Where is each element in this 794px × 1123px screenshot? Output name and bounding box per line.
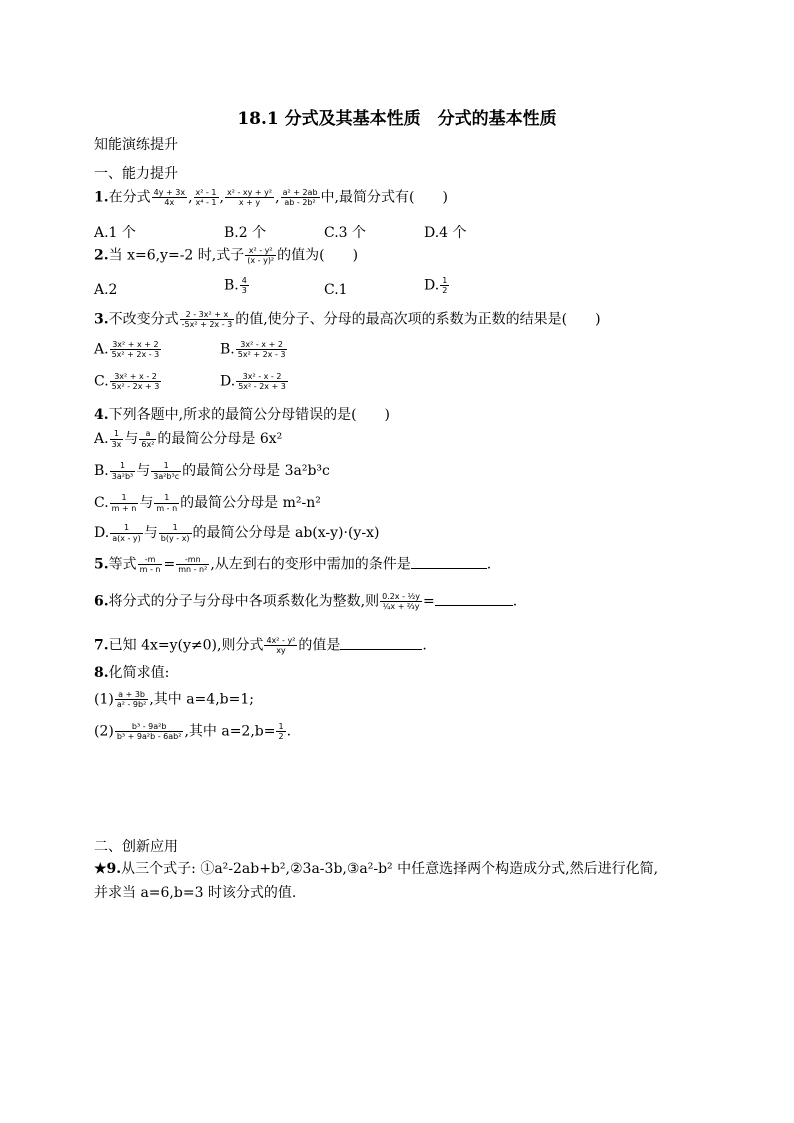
numerator: x² - 1 — [195, 188, 217, 197]
part-text: ,其中 a=2,b= — [184, 723, 276, 740]
denominator: x + y — [238, 198, 261, 208]
question-2 — [94, 246, 358, 265]
denominator: m - n — [156, 503, 178, 513]
denominator: ¼x + ⅔y — [382, 602, 420, 612]
numerator: 4y + 3x — [153, 188, 186, 197]
question-text: 已知 4x=y(y≠0),则分式 — [108, 637, 264, 654]
option-label: D. — [424, 277, 440, 294]
fraction — [152, 188, 187, 207]
answer-blank[interactable] — [435, 593, 513, 606]
question-number: 8. — [94, 665, 109, 681]
numerator: 1 — [154, 493, 179, 503]
fraction — [154, 493, 179, 512]
denominator: b³ + 9a²b - 6ab² — [116, 732, 182, 742]
part-label: (1) — [94, 691, 114, 708]
question-text: 的值为( ) — [277, 247, 359, 264]
denominator: -5x² + 2x - 3 — [181, 320, 233, 330]
denominator: m - n — [139, 565, 161, 575]
fraction — [159, 523, 192, 542]
denominator: x⁴ - 1 — [195, 198, 217, 208]
option-c: C.3 个 — [324, 225, 367, 241]
question-number: 7. — [94, 637, 109, 654]
fraction — [236, 340, 288, 359]
option-c — [94, 372, 162, 391]
question-text: 当 x=6,y=-2 时,式子 — [108, 247, 245, 264]
numerator: 2 - 3x² + x — [180, 310, 235, 320]
numerator: 3x² + x + 2 — [110, 340, 162, 350]
denominator: 4x — [164, 198, 175, 208]
numerator: 4x² - y² — [266, 636, 296, 645]
numerator: 1 — [442, 276, 448, 285]
conjunction: 与 — [139, 495, 154, 511]
option-label: A. — [94, 431, 109, 447]
fraction — [194, 188, 219, 207]
option-d: D.4 个 — [424, 225, 467, 241]
numerator: 4 — [241, 276, 247, 285]
question-number: 2. — [94, 247, 109, 264]
question-9 — [94, 862, 658, 876]
question-text: 的值是 — [298, 637, 341, 654]
numerator: x² - xy + y² — [226, 188, 273, 197]
question-number: 1. — [94, 189, 109, 206]
part-text: ,其中 a=4,b=1; — [149, 691, 254, 708]
part-label: (2) — [94, 723, 114, 740]
option-d — [94, 522, 379, 543]
option-label: B. — [220, 341, 235, 358]
denominator: a(x - y) — [112, 533, 141, 543]
question-end: . — [512, 593, 518, 610]
fraction — [110, 340, 162, 359]
fraction — [151, 461, 181, 480]
option-label: B. — [224, 277, 239, 294]
question-text: 等式 — [108, 556, 137, 573]
equals-sign: = — [423, 593, 435, 610]
numerator: 3x² - x - 2 — [236, 372, 288, 382]
fraction — [276, 722, 285, 741]
option-label: C. — [94, 373, 109, 390]
numerator: a² + 2ab — [282, 188, 318, 197]
question-number: 3. — [94, 311, 109, 328]
option-text: 的最简公分母是 6x² — [157, 431, 283, 447]
option-a: A.1 个 — [94, 225, 136, 241]
question-text: 的值,使分子、分母的最高次项的系数为正数的结果是( ) — [235, 311, 601, 328]
numerator: a — [139, 429, 156, 439]
denominator: 3a²b³ — [111, 471, 134, 481]
option-c — [94, 492, 321, 513]
option-d — [220, 372, 289, 391]
fraction — [110, 493, 139, 512]
denominator: 5x² + 2x - 3 — [111, 350, 160, 360]
denominator: b(y - x) — [160, 533, 190, 543]
fraction — [110, 429, 124, 448]
denominator: 2 — [278, 732, 284, 742]
option-a — [94, 428, 282, 449]
denominator: m + n — [111, 503, 137, 513]
equals-sign: = — [163, 556, 176, 573]
question-text: 在分式 — [108, 189, 151, 206]
question-number: 4. — [94, 407, 109, 423]
denominator: mn - n² — [178, 565, 208, 575]
denominator: 3a²b³c — [153, 471, 180, 481]
fraction — [225, 188, 274, 207]
denominator: 5x² - 2x + 3 — [111, 382, 160, 392]
denominator: (x - y)² — [247, 256, 275, 266]
fraction — [115, 690, 148, 709]
question-text: 下列各题中,所求的最简公分母错误的是( ) — [108, 407, 390, 423]
fraction — [110, 461, 135, 480]
question-text: 从三个式子: ①a²-2ab+b²,②3a-3b,③a²-b² 中任意选择两个构造成分式,然后进行化简, — [121, 861, 659, 877]
numerator: a + 3b — [115, 690, 148, 700]
denominator: 2 — [442, 286, 448, 296]
fraction — [115, 722, 184, 741]
denominator: 5x² + 2x - 3 — [237, 350, 286, 360]
question-number: 6. — [94, 593, 109, 610]
question-end: . — [422, 637, 427, 654]
option-label: D. — [220, 373, 236, 390]
option-b: B.2 个 — [224, 225, 267, 241]
question-3 — [94, 310, 601, 329]
fraction — [139, 429, 156, 448]
fraction — [380, 592, 422, 611]
denominator: a² - 9b² — [116, 700, 147, 710]
part-one-heading: 一、能力提升 — [94, 166, 178, 182]
numerator: 1 — [110, 523, 143, 533]
denominator: 3 — [241, 286, 247, 296]
denominator: ab - 2b² — [284, 198, 316, 208]
numerator: 1 — [110, 429, 124, 439]
numerator: 1 — [278, 722, 284, 731]
fraction — [180, 310, 235, 329]
option-a — [94, 340, 162, 359]
denominator: 3x — [111, 439, 122, 449]
option-label: A. — [94, 341, 109, 358]
question-1: 1.在分式 $\frac{4y + 3x}{4x}$ , $\frac{\text{x² - 1}}{\text{x⁴ - 1}}$ , $\frac{\text{x² - xy + y²}}{x + y}$ , $\frac{\text{a² + 2ab}}{\text{ab - 2b²}}$ 中,最简分式有( ) — [94, 188, 448, 208]
numerator: 1 — [159, 523, 192, 533]
question-7 — [94, 636, 427, 655]
option-a: A.2 — [94, 282, 118, 298]
question-text: ,从左到右的变形中需加的条件是 — [210, 556, 411, 573]
option-b — [224, 276, 250, 295]
question-8-part-1 — [94, 690, 254, 709]
numerator: x² - y² — [245, 246, 276, 256]
conjunction: 与 — [136, 463, 151, 479]
question-text: 化简求值: — [108, 665, 170, 681]
option-label: C. — [94, 495, 109, 511]
answer-blank[interactable] — [411, 556, 487, 569]
denominator: 6x² — [141, 439, 155, 449]
fraction — [245, 246, 276, 265]
conjunction: 与 — [124, 431, 139, 447]
answer-blank[interactable] — [340, 637, 422, 650]
conjunction: 与 — [143, 525, 158, 541]
fraction — [264, 636, 297, 655]
question-text: 将分式的分子与分母中各项系数化为整数,则 — [108, 593, 380, 610]
question-9-continued: 并求当 a=6,b=3 时该分式的值. — [94, 885, 297, 901]
option-b — [94, 460, 330, 481]
question-number: ★9. — [94, 861, 122, 877]
fraction — [281, 188, 320, 207]
numerator: 1 — [151, 461, 181, 471]
option-text: 的最简公分母是 m²-n² — [180, 495, 321, 511]
fraction — [176, 555, 209, 574]
question-5 — [94, 555, 491, 574]
fraction — [440, 276, 449, 295]
question-text: 不改变分式 — [108, 311, 179, 328]
question-4 — [94, 408, 390, 422]
numerator: b³ - 9a²b — [115, 722, 184, 732]
page-title: 18.1 分式及其基本性质 分式的基本性质 — [237, 109, 557, 129]
fraction — [110, 372, 162, 391]
option-label: D. — [94, 525, 110, 541]
fraction — [138, 555, 163, 574]
numerator: 3x² - x + 2 — [236, 340, 288, 350]
section-header: 知能演练提升 — [94, 137, 178, 153]
part-two-heading: 二、创新应用 — [94, 839, 178, 855]
option-b — [220, 340, 288, 359]
question-end: . — [486, 556, 492, 573]
question-8 — [94, 666, 169, 680]
denominator: 5x² - 2x + 3 — [238, 382, 286, 392]
numerator: 1 — [110, 461, 135, 471]
fraction — [236, 372, 288, 391]
numerator: 3x² + x - 2 — [110, 372, 162, 382]
option-text: 的最简公分母是 ab(x-y)·(y-x) — [192, 525, 380, 541]
fraction — [110, 523, 143, 542]
numerator: 0.2x - ½y — [382, 592, 420, 601]
option-text: 的最简公分母是 3a²b³c — [182, 463, 330, 479]
option-c: C.1 — [324, 282, 348, 298]
numerator: -mn — [176, 555, 209, 565]
question-number: 5. — [94, 556, 109, 573]
question-8-part-2 — [94, 722, 291, 741]
option-d — [424, 276, 450, 295]
part-end: . — [286, 723, 292, 740]
question-6 — [94, 592, 517, 611]
question-text: 中,最简分式有( ) — [320, 189, 448, 206]
numerator: -m — [138, 555, 163, 565]
numerator: 1 — [110, 493, 139, 503]
option-label: B. — [94, 463, 109, 479]
fraction — [240, 276, 249, 295]
denominator: xy — [276, 646, 286, 656]
